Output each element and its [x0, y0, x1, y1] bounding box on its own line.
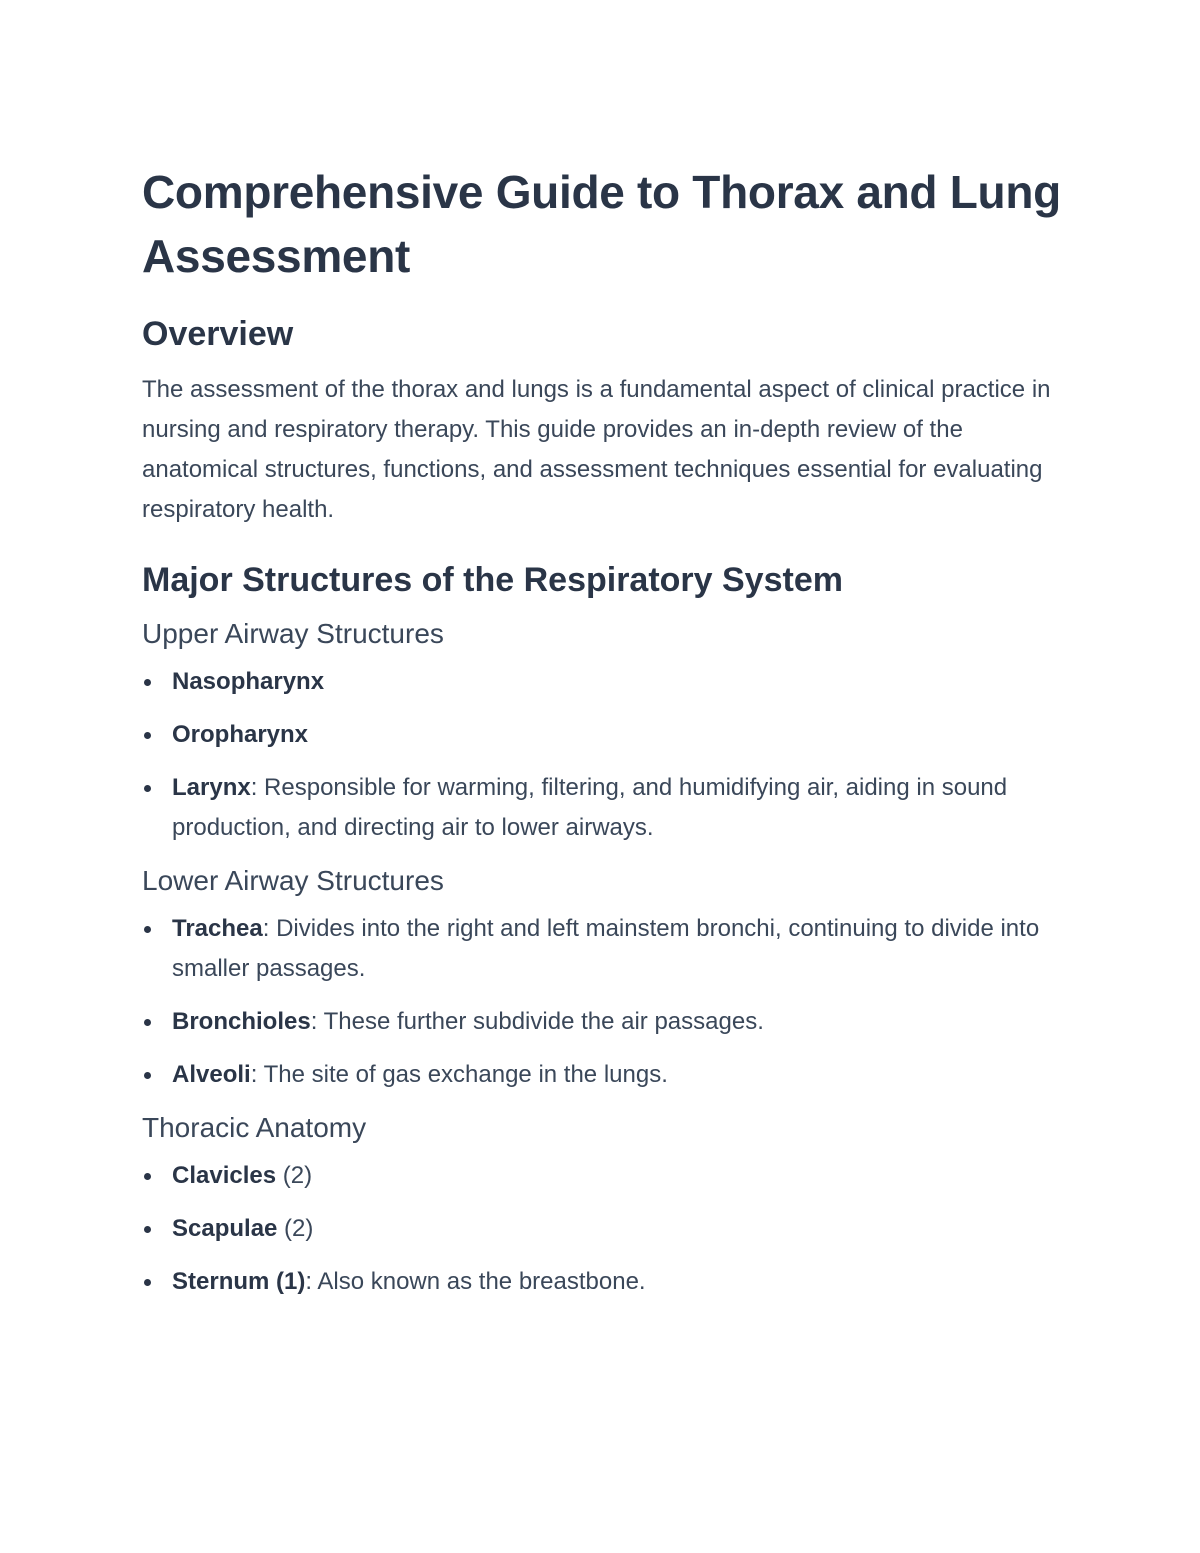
- document-page: [142, 160, 1062, 1315]
- bullet-icon: [144, 732, 151, 739]
- lower-airway-list: [142, 909, 1062, 1095]
- bullet-icon: [144, 1019, 151, 1026]
- thoracic-anatomy-heading: Thoracic Anatomy: [142, 1112, 367, 1143]
- item-description: : Responsible for warming, filtering, and humidifying air, aiding in sound production, and directing air to lower airways.: [172, 774, 1008, 841]
- bullet-icon: [144, 679, 151, 686]
- bullet-icon: [144, 1072, 151, 1079]
- item-description: : Divides into the right and left mainstem bronchi, continuing to divide into smaller passages.: [172, 915, 1040, 982]
- upper-airway-list: [142, 662, 1062, 848]
- major-structures-heading: Major Structures of the Respiratory System: [142, 561, 843, 599]
- item-term: Sternum (1): [172, 1268, 306, 1295]
- item-description: (2): [276, 1162, 313, 1189]
- major-structures-section: [142, 558, 1062, 1302]
- item-term: Larynx: [172, 774, 251, 801]
- document-title: Comprehensive Guide to Thorax and Lung Assessment: [142, 166, 1061, 282]
- bullet-icon: [144, 1279, 151, 1286]
- overview-section: [142, 312, 1062, 530]
- item-term: Trachea: [172, 915, 263, 942]
- item-term: Nasopharynx: [172, 668, 325, 695]
- upper-airway-heading: Upper Airway Structures: [142, 618, 444, 649]
- thoracic-anatomy-list: [142, 1156, 1062, 1302]
- list-item: [142, 1262, 1062, 1302]
- item-term: Scapulae: [172, 1215, 278, 1242]
- list-item: [142, 1209, 1062, 1249]
- item-description: (2): [277, 1215, 314, 1242]
- list-item: [142, 1156, 1062, 1196]
- list-item: [142, 1002, 1062, 1042]
- list-item: [142, 1055, 1062, 1095]
- list-item: [142, 909, 1062, 989]
- item-term: Clavicles: [172, 1162, 277, 1189]
- overview-paragraph: The assessment of the thorax and lungs is a fundamental aspect of clinical practice in nursing and respiratory therapy. This guide provides an in-depth review of the anatomical structures, functions, and assessment techniques essential for evaluating respiratory health.: [142, 376, 1051, 523]
- item-description: : The site of gas exchange in the lungs.: [250, 1061, 668, 1088]
- overview-heading: Overview: [142, 315, 294, 353]
- item-description: : Also known as the breastbone.: [305, 1268, 646, 1295]
- item-description: : These further subdivide the air passages.: [310, 1008, 764, 1035]
- bullet-icon: [144, 1173, 151, 1180]
- item-term: Oropharynx: [172, 721, 309, 748]
- bullet-icon: [144, 926, 151, 933]
- bullet-icon: [144, 785, 151, 792]
- lower-airway-heading: Lower Airway Structures: [142, 865, 444, 896]
- list-item: [142, 715, 1062, 755]
- item-term: Bronchioles: [172, 1008, 311, 1035]
- bullet-icon: [144, 1226, 151, 1233]
- list-item: [142, 768, 1062, 848]
- list-item: [142, 662, 1062, 702]
- item-term: Alveoli: [172, 1061, 251, 1088]
